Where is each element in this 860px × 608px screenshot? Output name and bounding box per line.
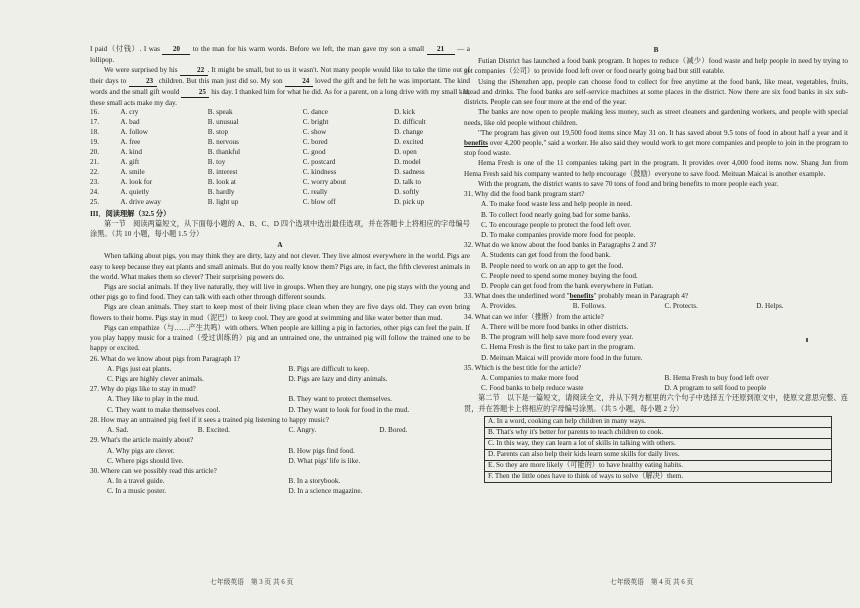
answer-option: A. In a travel guide.	[107, 477, 165, 486]
question-number: 19.	[90, 137, 99, 146]
answer-option: D. Pigs are lazy and dirty animals.	[288, 375, 388, 383]
blank-24: 24	[285, 78, 313, 87]
blank-21: 21	[427, 46, 455, 55]
question-number: 18.	[90, 128, 99, 136]
paragraph: With the program, the district wants to save 70 tons of food and bring benefits to more people each year.	[478, 179, 779, 188]
answer-option: C. Food banks to help reduce waste	[481, 384, 584, 393]
paragraph: The banks are now open to people making less money, such as street cleaners and gardening workers, and people with special needs, like old people without children.	[464, 108, 848, 127]
option: C. really	[302, 187, 328, 196]
question-stem: 31. Why did the food bank program start?	[464, 190, 585, 199]
left-column	[90, 44, 470, 497]
answer-option: B. Follows.	[572, 302, 607, 311]
underlined-word: benefits	[569, 292, 594, 301]
box-sentence-option: D. Parents can also help their kids learn some skills for daily lives.	[485, 450, 831, 461]
answer-option: B. They want to protect themselves.	[288, 395, 392, 404]
answer-option: B. To collect food nearly going bad for some banks.	[481, 210, 631, 219]
blank-20: 20	[162, 46, 190, 55]
box-sentence-option: A. In a word, cooking can help children in many ways.	[485, 417, 831, 428]
answer-option: A. Pigs just eat plants.	[107, 364, 172, 373]
question-number: 20.	[90, 147, 99, 156]
option: B. unusual	[207, 118, 239, 127]
cloze-text: loved the gift and he felt he was important. The kind words and the small gift would	[90, 77, 471, 96]
blank-22: 22	[180, 67, 208, 76]
answer-option: D. Meituan Maicai will provide more food in the future.	[481, 353, 643, 362]
option: C. worry about	[302, 177, 347, 186]
answer-option: A. Why pigs are clever.	[107, 446, 175, 455]
question-stem: 34. What can we infer（推断）from the article?	[464, 312, 604, 321]
answer-options	[464, 250, 848, 291]
answer-option: C. They want to make themselves cool.	[107, 405, 221, 414]
blank-25: 25	[181, 89, 209, 98]
question-number: 21.	[90, 157, 99, 166]
option: A. smile	[120, 167, 145, 176]
option: D. open	[393, 147, 417, 156]
cloze-text: children. But this man just did so. My son	[158, 77, 283, 86]
paragraph: Hema Fresh is one of the 11 companies taking part in the program. It provides over 4,000 food items now. Shang Jun from Hema Fresh said his company wanted to help encourage（鼓励）everyone to save food. Meituan Maicai is another example.	[464, 159, 848, 178]
answer-option: D. To make companies provide more food for people.	[481, 230, 636, 239]
paragraph: Pigs are social animals. If they live naturally, they will live in groups. When they are hungry, one pig stays with the young and other pigs go to find food. They can talk with each other through different sounds.	[90, 283, 470, 302]
question-stem: 35. Which is the best title for the article?	[464, 363, 582, 372]
paragraph-text: "The program has given out 19,500 food items since May 31 on. It has saved about 9.5 tons of food in about half a year and it	[478, 128, 848, 137]
paragraph-text: over 4,200 people," said a worker. He also said they would work to get more companies and people to join in the program to stop food waste.	[464, 138, 849, 158]
cloze-options-table	[90, 108, 470, 207]
passage-b-paragraph-4	[464, 128, 848, 159]
blank-23: 23	[129, 78, 157, 87]
passage-b	[464, 56, 848, 128]
cloze-option-row	[90, 128, 470, 138]
answer-options	[90, 476, 470, 496]
option: C. kindness	[302, 167, 337, 176]
page-footer-left: 七年级英语 第 3 页 共 6 页	[210, 579, 294, 586]
answer-option: C. To encourage people to protect the food left over.	[481, 220, 632, 229]
answer-options	[90, 425, 470, 435]
option: C. dance	[302, 108, 328, 117]
answer-option: D. Helps.	[756, 302, 784, 311]
option: D. softly	[393, 187, 420, 196]
cloze-option-row	[90, 168, 470, 178]
cloze-option-row	[90, 178, 470, 188]
option: B. light up	[207, 197, 239, 206]
right-questions	[464, 189, 848, 393]
sentence-options-box	[484, 416, 832, 483]
option: D. change	[393, 128, 424, 136]
passage-b-tail	[464, 158, 848, 189]
answer-option: C. In a music poster.	[107, 487, 167, 496]
answer-option: A. To make food waste less and help people in need.	[481, 200, 633, 209]
option: C. bright	[302, 118, 329, 127]
cloze-option-row	[90, 148, 470, 158]
option: B. nervous	[207, 137, 239, 146]
question-text: " probably mean in Paragraph 4?	[593, 292, 689, 301]
answer-options	[90, 394, 470, 414]
option: C. blow off	[302, 197, 336, 206]
cloze-paragraph-2	[90, 65, 470, 108]
answer-option: B. In a storybook.	[288, 477, 341, 486]
answer-option: D. Bored.	[379, 426, 408, 435]
page-footer-right: 七年级英语 第 4 页 共 6 页	[610, 579, 694, 586]
box-sentence-option: E. So they are more likely（可能的）to have healthy eating habits.	[485, 461, 831, 472]
question-stem: 26. What do we know about pigs from Paragraph 1?	[90, 354, 240, 363]
answer-option: C. Hema Fresh is the first to take part in the program.	[481, 343, 635, 352]
edge-mark	[806, 338, 808, 342]
answer-option: D. People can get food from the bank everywhere in Futian.	[481, 282, 654, 291]
answer-option: A. Provides.	[481, 302, 517, 311]
option: C. show	[302, 128, 327, 136]
cloze-option-row	[90, 108, 470, 118]
box-sentence-option: F. Then the little ones have to think of ways to solve（解决）them.	[488, 471, 684, 480]
answer-option: B. How pigs find food.	[288, 446, 355, 455]
answer-option: A. Sad.	[107, 426, 129, 435]
option: A. drive away	[120, 197, 161, 206]
question-stem	[464, 291, 848, 301]
answer-options	[464, 373, 848, 393]
paragraph: Pigs are clean animals. They start to keep most of their living place clean when they are five days old. They can even bring flowers to their home. Pigs stay in mud（泥巴）to keep cool. They are good at swimming and like water better than mud.	[90, 303, 470, 322]
option: B. speak	[207, 108, 233, 117]
option: B. hardly	[207, 187, 235, 196]
option: D. excited	[393, 137, 424, 146]
answer-option: D. What pigs' life is like.	[288, 456, 361, 465]
option: D. kick	[393, 108, 416, 117]
option: B. thankful	[207, 147, 241, 156]
question-number: 24.	[90, 187, 99, 196]
paragraph: Using the iShenzhen app, people can choose food to collect for free anytime at the food bank, like meat, vegetables, fruits, bread and drinks. The food banks are self-service machines at some places in the district. Now there are six food banks in six sub-districts. People can see four more at the end of the year.	[464, 77, 848, 107]
question-stem: 29. What's the article mainly about?	[90, 436, 194, 445]
cloze-paragraph-1	[90, 44, 470, 65]
underlined-word-benefits: benefits	[464, 138, 488, 147]
option: A. look for	[120, 177, 153, 186]
option: A. gift	[120, 157, 140, 166]
option: A. cry	[120, 108, 139, 117]
option: D. talk to	[393, 177, 421, 186]
answer-option: C. People need to spend some money buying the food.	[481, 271, 638, 280]
passage-a	[90, 251, 470, 353]
answer-option: D. In a science magazine.	[288, 487, 363, 496]
answer-options	[464, 301, 848, 311]
answer-option: C. Pigs are highly clever animals.	[107, 375, 204, 383]
question-stem: 28. How may an untrained pig feel if it sees a trained pig listening to happy music?	[90, 415, 329, 424]
cloze-text: I paid（付钱）. I was	[90, 45, 160, 53]
left-questions	[90, 354, 470, 497]
cloze-text: — a lollipop.	[90, 45, 470, 64]
answer-option: B. Pigs are difficult to keep.	[288, 364, 370, 373]
option: D. model	[393, 157, 421, 166]
paragraph: When talking about pigs, you may think they are dirty, lazy and not clever. They live almost everywhere in the world. Pigs are easy to keep because they eat plants and small animals. But do you really know them? Pigs are, in fact, the fifth cleverest animals in the world. What makes them so clever? Their surprising powers do.	[90, 252, 470, 281]
question-stem: 30. Where can we possibly read this article?	[90, 466, 217, 475]
answer-option: B. Hema Fresh to buy food left over	[664, 374, 769, 382]
passage-a-label: A	[277, 241, 283, 250]
question-stem: 27. Why do pigs like to stay in mud?	[90, 385, 196, 394]
answer-option: A. Companies to make more food	[481, 374, 579, 382]
cloze-option-row	[90, 118, 470, 128]
paragraph: Futian District has launched a food bank program. It hopes to reduce（减少）food waste and help people in need by trying to get companies（公司）to provide food left over or food nearly going bad but still eatable.	[464, 57, 848, 76]
question-number: 23.	[90, 177, 99, 186]
cloze-text: to the man for his warm words. Before we left, the man gave my son a small	[192, 45, 425, 53]
option: A. bad	[120, 118, 140, 127]
answer-option: C. Protects.	[664, 302, 698, 311]
box-sentence-option: C. In this way, they can learn a lot of skills in talking with others.	[485, 439, 831, 450]
question-text: 33. What does the underlined word "	[464, 292, 570, 301]
option: D. pick up	[393, 197, 425, 206]
section-2-instructions: 第二节 以下是一篇短文，请阅读全文，并从下列方框里的六个句子中选择五个还原到原文中，使原文意思完整、连贯，并在答题卡上将相应的字母编号涂黑。（共 5 小题，每小题 2 分）	[464, 394, 848, 413]
answer-options	[90, 364, 470, 384]
passage-b-label: B	[653, 46, 659, 54]
answer-option: B. People need to work on an app to get the food.	[481, 261, 624, 270]
right-column	[464, 44, 848, 483]
option: A. follow	[120, 128, 148, 136]
option: A. kind	[120, 147, 142, 156]
option: C. bored	[302, 137, 328, 146]
option: B. stop	[207, 128, 229, 136]
cloze-text: . It might be small, but to us it wasn't. Not many people would like to take the time out of their days to	[90, 66, 471, 86]
option: C. postcard	[302, 157, 336, 166]
cloze-option-row	[90, 188, 470, 198]
cloze-option-row	[90, 138, 470, 148]
option: A. quietly	[120, 187, 150, 196]
answer-option: C. Angry.	[288, 426, 317, 435]
option: C. good	[302, 147, 326, 156]
option: D. difficult	[393, 118, 426, 127]
answer-option: B. Excited.	[197, 426, 230, 435]
answer-option: A. They like to play in the mud.	[107, 395, 199, 404]
question-number: 22.	[90, 167, 99, 176]
cloze-text: We were surprised by his	[104, 66, 178, 75]
option: A. free	[120, 137, 141, 146]
answer-option: C. Where pigs should live.	[107, 456, 184, 465]
option: B. look at	[207, 177, 236, 186]
option: B. interest	[207, 167, 238, 176]
question-number: 25.	[90, 197, 99, 206]
cloze-text: his day. I thanked him for what he did. As for a parent, on a long drive with my small kid, these small acts make my day.	[90, 87, 471, 107]
question-stem: 32. What do we know about the food banks in Paragraphs 2 and 3?	[464, 241, 657, 250]
answer-option: A. Students can get food from the food bank.	[481, 251, 611, 260]
question-number: 17.	[90, 118, 99, 127]
question-number: 16.	[90, 108, 99, 117]
cloze-option-row	[90, 198, 470, 208]
cloze-option-row	[90, 158, 470, 168]
answer-options	[464, 322, 848, 363]
option: D. sadness	[393, 167, 425, 176]
box-sentence-option: B. That's why it's better for parents to teach children to cook.	[485, 428, 831, 439]
answer-options	[464, 199, 848, 240]
answer-option: B. The program will help save more food every year.	[481, 333, 634, 342]
answer-option: D. A program to sell food to people	[664, 384, 767, 393]
answer-option: A. There will be more food banks in other districts.	[481, 322, 629, 331]
section-3-instructions: 第一节 阅读两篇短文，从下面每小题的 A、B、C、D 四个选项中选出最佳选项，并在答题卡上将相应的字母编号涂黑。（共 10 小题，每小题 1.5 分）	[90, 219, 470, 238]
paragraph: Pigs can empathize（与……产生共鸣）with others. When people are killing a pig in factories, other pigs can feel the pain. If you play happy music for a trained（受过训练的）pig and an untrained one, the untrained pig will follow the trained one to be happy or excited.	[90, 323, 470, 353]
answer-options	[90, 446, 470, 466]
answer-option: D. They want to look for food in the mud.	[288, 405, 410, 414]
section-3-title: III．阅读理解（32.5 分）	[90, 209, 171, 218]
option: B. toy	[207, 157, 226, 166]
